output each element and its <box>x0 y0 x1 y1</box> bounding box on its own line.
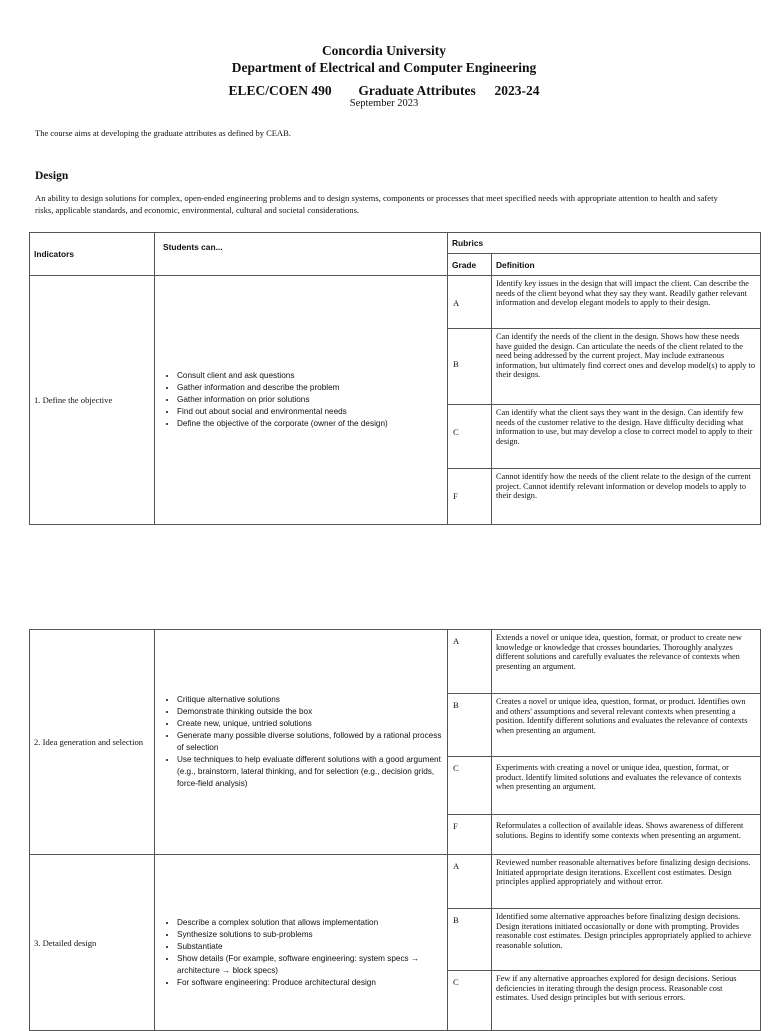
definition-cell: Extends a novel or unique idea, question, format, or product to create new knowledge or knowledge that crosses boundaries. Thoroughly analyzes different solutions and carefully evaluates the relevance of contexts when presenting an argument. <box>492 630 761 694</box>
university-name: Concordia University <box>321 43 447 58</box>
list-item: • Find out about social and environmental needs <box>177 406 447 418</box>
indicator-cell: 2. Idea generation and selection <box>30 630 155 855</box>
rubric-table-1 <box>29 232 761 525</box>
grade-cell: F <box>448 469 492 525</box>
grade-cell: B <box>448 909 492 971</box>
document-title-line <box>0 83 768 99</box>
definition-cell: Can identify the needs of the client in the design. Shows how these needs have guided the design. Can articulate the needs of the client related to the need being addressed by the current project. May include extraneous information, but ultimately find correct ones and develop model(s) to apply to their designs. <box>492 329 761 405</box>
list-item: • Synthesize solutions to sub-problems <box>177 929 447 941</box>
list-item: • Gather information and describe the problem <box>177 382 447 394</box>
list-item: • For software engineering: Produce architectural design <box>177 977 447 989</box>
department-name: Department of Electrical and Computer Engineering <box>231 60 537 75</box>
list-item: • Use techniques to help evaluate different solutions with a good argument (e.g., brainstorm, lateral thinking, and for selection (e.g., decision grids, force-field analysis) <box>177 754 447 790</box>
rubric-table-2 <box>29 629 761 1031</box>
indicator-cell: 3. Detailed design <box>30 855 155 1031</box>
section-title: Design <box>35 170 69 182</box>
students-cell <box>155 630 448 855</box>
header-rubrics: Rubrics <box>448 233 761 254</box>
grade-cell: A <box>448 276 492 329</box>
definition-cell: Cannot identify how the needs of the client relate to the design of the current project. Cannot identify relevant information or develop models to apply to their design. <box>492 469 761 525</box>
definition-cell: Identified some alternative approaches before finalizing design decisions. Design iterations initiated occasionally or done with prompting. Provides reasonable cost estimates. Design principles appropriately applied to achieve reasonable solution. <box>492 909 761 971</box>
course-code: ELEC/COEN 490 <box>228 83 332 98</box>
header-definition: Definition <box>492 254 761 276</box>
document-title: Graduate Attributes <box>358 83 476 98</box>
list-item: • Define the objective of the corporate (owner of the design) <box>177 418 447 430</box>
definition-cell: Experiments with creating a novel or unique idea, question, format, or product. Identify limited solutions and evaluates the relevance of contexts when presenting an argument. <box>492 757 761 815</box>
students-cell <box>155 276 448 525</box>
list-item: • Gather information on prior solutions <box>177 394 447 406</box>
list-item: • Demonstrate thinking outside the box <box>177 706 447 718</box>
header-students: Students can... <box>155 233 448 276</box>
header-indicators: Indicators <box>30 233 155 276</box>
grade-cell: C <box>448 757 492 815</box>
grade-cell: C <box>448 971 492 1031</box>
students-cell <box>155 855 448 1031</box>
list-item: • Generate many possible diverse solutions, followed by a rational process of selection <box>177 730 447 754</box>
list-item: • Critique alternative solutions <box>177 694 447 706</box>
definition-cell: Few if any alternative approaches explored for design decisions. Serious deficiencies in iterating through the design process. Reasonable cost estimates. Used design principles but with serious errors. <box>492 971 761 1031</box>
definition-cell: Reviewed number reasonable alternatives before finalizing design decisions. Initiated appropriate design iterations. Excellent cost estimates. Design principles applied appropriately and without error. <box>492 855 761 909</box>
definition-cell: Reformulates a collection of available ideas. Shows awareness of different solutions. Begins to identify some contexts when presenting an argument. <box>492 815 761 855</box>
grade-cell: B <box>448 329 492 405</box>
section-description: An ability to design solutions for complex, open-ended engineering problems and to design systems, components or processes that meet specified needs with appropriate attention to health and safety risks, applicable standards, and economic, environmental, cultural and societal considerations. <box>35 193 718 215</box>
list-item: • Substantiate <box>177 941 447 953</box>
definition-cell: Can identify what the client says they want in the design. Can identify few needs of the customer relative to the design. Have difficulty deciding what information to use, but may develop a close to correct model to apply to their design. <box>492 405 761 469</box>
list-item: • Create new, unique, untried solutions <box>177 718 447 730</box>
document-date: September 2023 <box>349 98 419 109</box>
intro-text: The course aims at developing the graduate attributes as defined by CEAB. <box>35 128 291 138</box>
grade-cell: F <box>448 815 492 855</box>
academic-year: 2023-24 <box>494 83 540 98</box>
grade-cell: B <box>448 694 492 757</box>
list-item: • Consult client and ask questions <box>177 370 447 382</box>
grade-cell: A <box>448 855 492 909</box>
definition-cell: Identify key issues in the design that will impact the client. Can describe the needs of the client beyond what they say they want. Readily gather relevant information and develop elegant models to apply to their design. <box>492 276 761 329</box>
grade-cell: C <box>448 405 492 469</box>
definition-cell: Creates a novel or unique idea, question, format, or product. Identifies own and others' assumptions and several relevant contexts when presenting a position. Identify different solutions and evaluates the relevance of contexts when presenting an argument. <box>492 694 761 757</box>
list-item: • Show details (For example, software engineering: system specs → architecture → block specs) <box>177 953 447 977</box>
grade-cell: A <box>448 630 492 694</box>
header-grade: Grade <box>448 254 492 276</box>
indicator-cell: 1. Define the objective <box>30 276 155 525</box>
list-item: • Describe a complex solution that allows implementation <box>177 917 447 929</box>
